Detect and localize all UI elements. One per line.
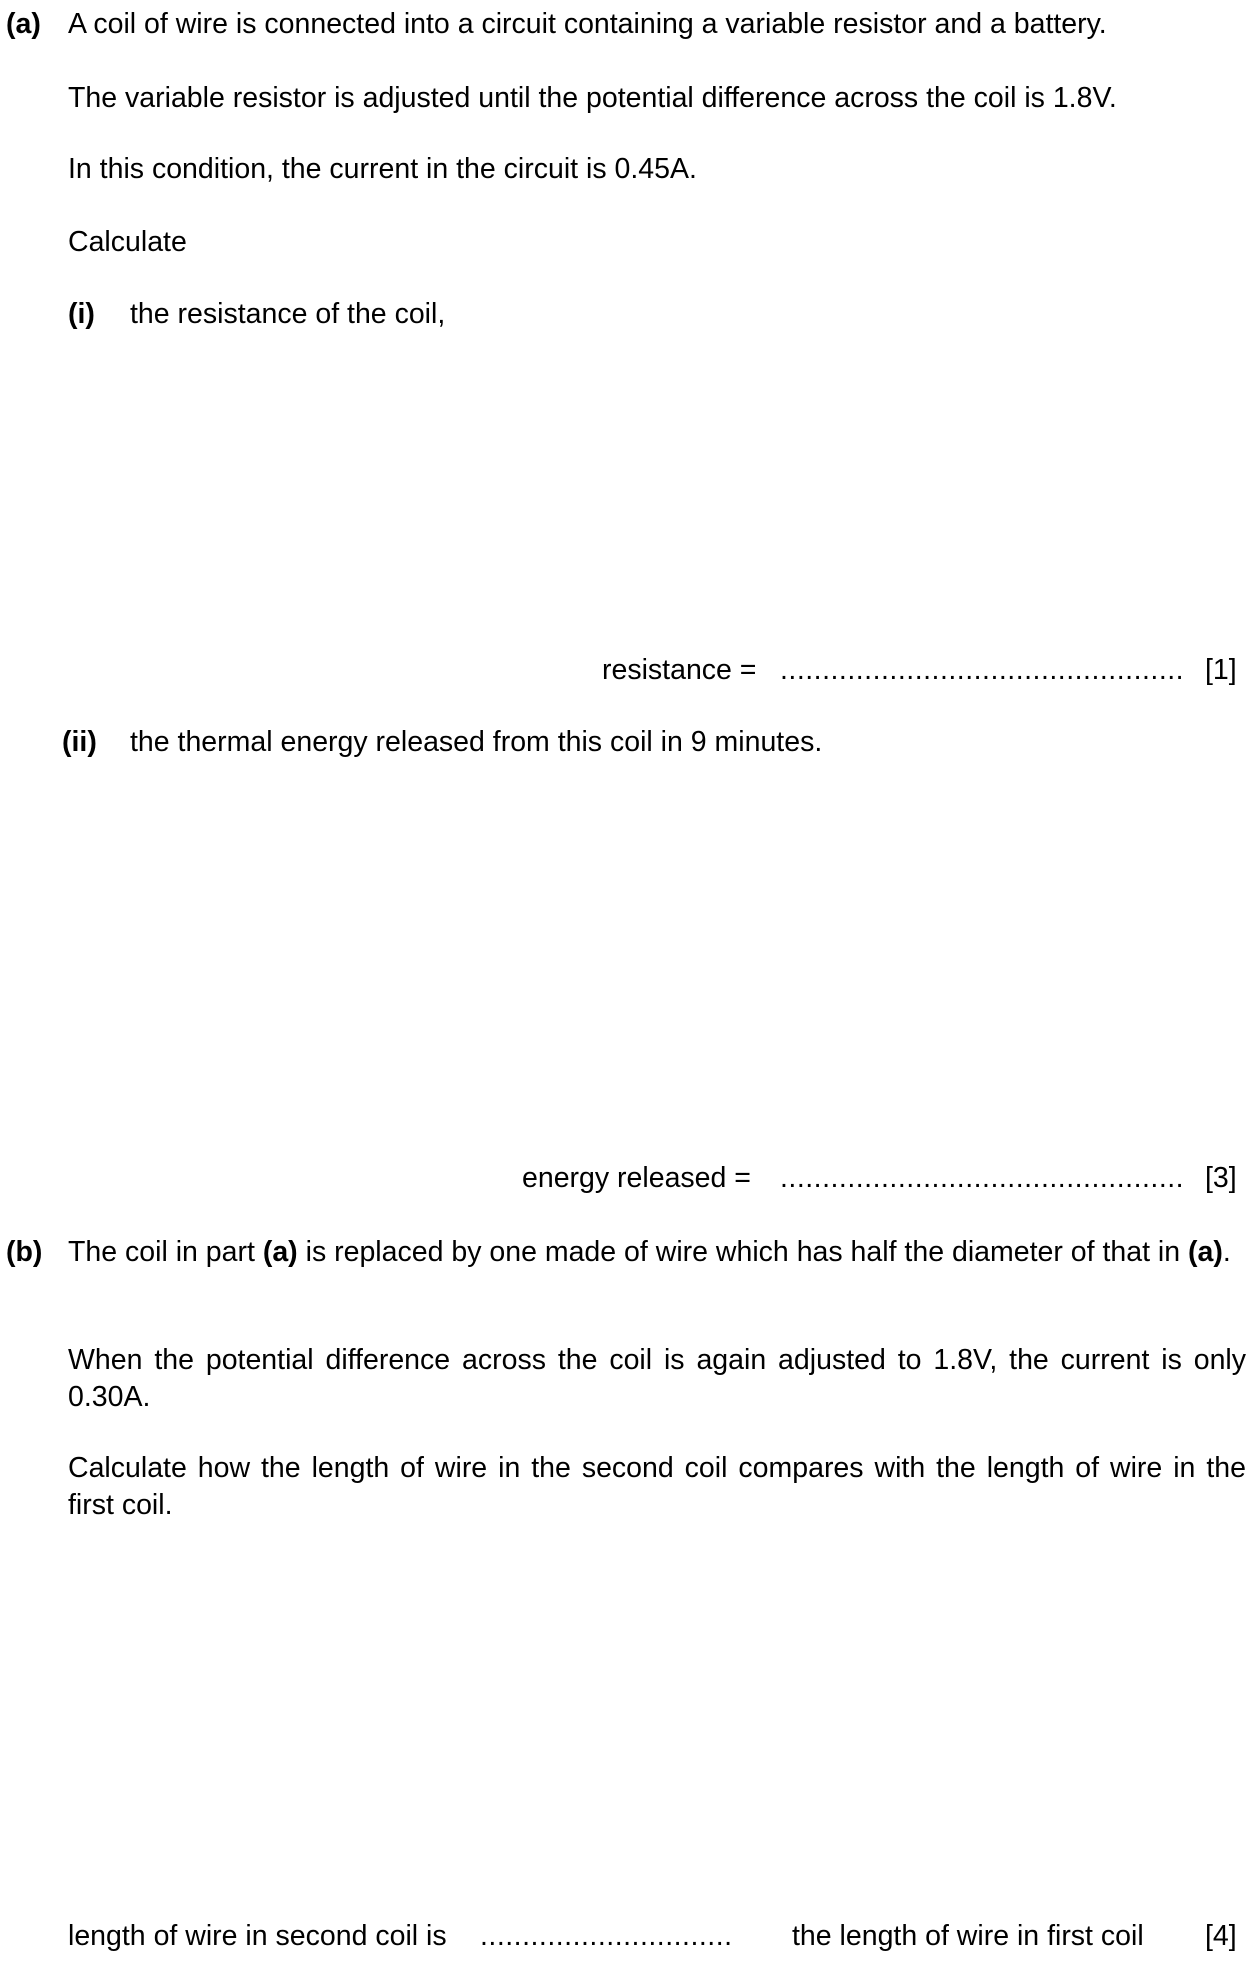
sub-ii-text: the thermal energy released from this coil in 9 minutes. xyxy=(130,726,823,758)
part-a-label: (a) xyxy=(6,8,41,40)
part-b-para2: When the potential difference across the coil is again adjusted to 1.8V, the current is only 0.30A. xyxy=(68,1344,1246,1413)
part-a-current-sentence: In this condition, the current in the circuit is 0.45A. xyxy=(68,153,697,185)
resistance-answer-dots: ................................................ xyxy=(780,654,1185,686)
part-b-ref-a-2: (a) xyxy=(1188,1236,1223,1268)
length-answer-field[interactable] xyxy=(480,1918,733,1954)
length-answer-prefix: length of wire in second coil is xyxy=(68,1920,447,1952)
marks-i: [1] xyxy=(1205,654,1237,686)
marks-b: [4] xyxy=(1205,1920,1237,1952)
part-a-intro: A coil of wire is connected into a circuit containing a variable resistor and a battery. xyxy=(68,8,1107,40)
working-space-ii[interactable] xyxy=(68,770,1238,1140)
length-answer-dots: .............................. xyxy=(480,1920,733,1952)
part-a-pd-sentence: The variable resistor is adjusted until the potential difference across the coil is 1.8V. xyxy=(68,82,1117,114)
resistance-answer-label: resistance = xyxy=(602,654,757,686)
marks-ii: [3] xyxy=(1205,1162,1237,1194)
working-space-b[interactable] xyxy=(68,1530,1238,1900)
part-b-para1-mid: is replaced by one made of wire which has half the diameter of that in xyxy=(305,1236,1181,1268)
energy-answer-row xyxy=(522,1160,751,1196)
part-b-para1-start: The coil in part xyxy=(68,1236,255,1268)
energy-answer-field[interactable] xyxy=(780,1160,1184,1196)
sub-i-text: the resistance of the coil, xyxy=(130,298,446,330)
sub-ii-label: (ii) xyxy=(62,726,97,758)
part-b-para1-end: . xyxy=(1222,1236,1231,1268)
length-answer-suffix: the length of wire in first coil xyxy=(792,1920,1144,1952)
length-answer-row xyxy=(68,1918,447,1954)
working-space-i[interactable] xyxy=(68,340,1238,640)
length-answer-suffix-row xyxy=(792,1918,1144,1954)
part-b-label: (b) xyxy=(6,1236,43,1268)
resistance-answer-field[interactable] xyxy=(780,652,1184,688)
part-a-calculate: Calculate xyxy=(68,226,187,258)
part-b-para3: Calculate how the length of wire in the second coil compares with the length of wire in the first coil. xyxy=(68,1452,1246,1521)
resistance-answer-row xyxy=(602,652,756,688)
energy-answer-label: energy released = xyxy=(522,1162,751,1194)
sub-i-label: (i) xyxy=(68,298,95,330)
energy-answer-dots: ................................................ xyxy=(780,1162,1185,1194)
part-b-ref-a-1: (a) xyxy=(262,1236,298,1268)
part-b-para1 xyxy=(68,1234,1246,1271)
